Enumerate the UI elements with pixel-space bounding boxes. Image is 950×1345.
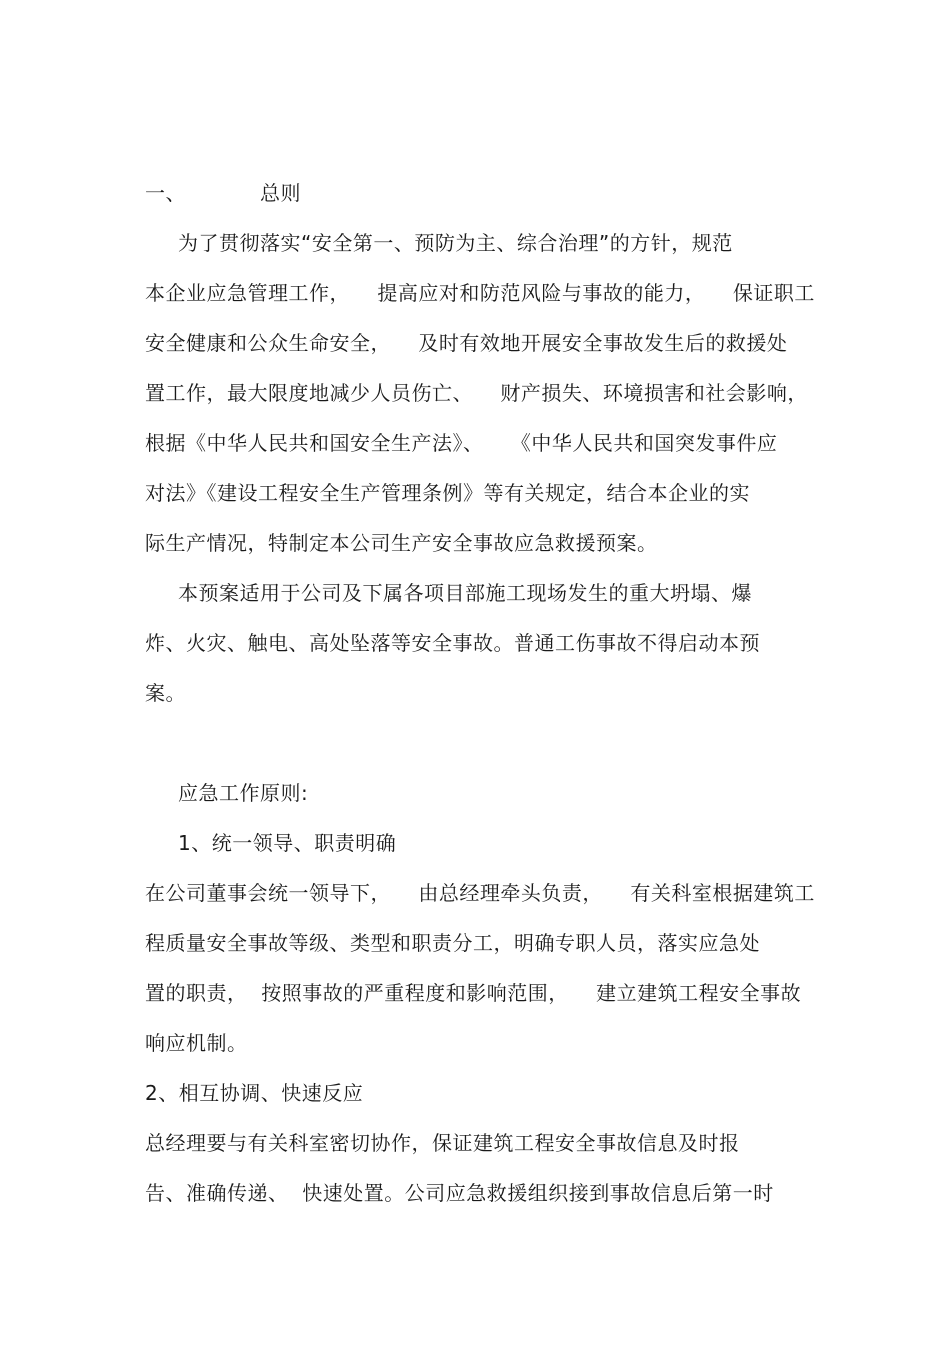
paragraph-line: 置的职责， 按照事故的严重程度和影响范围， 建立建筑工程安全事故 [145,981,802,1005]
paragraph-line: 对法》《建设工程安全生产管理条例》等有关规定，结合本企业的实 [145,481,750,505]
paragraph-line: 在公司董事会统一领导下， 由总经理牵头负责， 有关科室根据建筑工 [145,881,815,905]
section-number: 一、 [145,181,186,205]
paragraph-line: 根据《中华人民共和国安全生产法》、 《中华人民共和国突发事件应 [145,431,778,455]
principle-title: 1、统一领导、职责明确 [178,831,397,855]
paragraph-line: 响应机制。 [145,1031,248,1055]
paragraph-line: 炸、火灾、触电、高处坠落等安全事故。普通工伤事故不得启动本预 [145,631,760,655]
paragraph-line: 际生产情况，特制定本公司生产安全事故应急救援预案。 [145,531,658,555]
paragraph-line: 为了贯彻落实“安全第一、预防为主、综合治理”的方针，规范 [178,231,733,255]
paragraph-line: 置工作，最大限度地减少人员伤亡、 财产损失、环境损害和社会影响， [145,381,808,405]
paragraph-line: 总经理要与有关科室密切协作，保证建筑工程安全事故信息及时报 [145,1131,740,1155]
paragraph-line: 本预案适用于公司及下属各项目部施工现场发生的重大坍塌、爆 [178,581,752,605]
paragraph-line: 安全健康和公众生命安全， 及时有效地开展安全事故发生后的救援处 [145,331,788,355]
paragraph-line: 案。 [145,681,186,705]
paragraph-line: 程质量安全事故等级、类型和职责分工，明确专职人员，落实应急处 [145,931,760,955]
principles-heading: 应急工作原则: [178,781,309,805]
principle-title: 2、相互协调、快速反应 [145,1081,364,1105]
paragraph-line: 告、准确传递、 快速处置。公司应急救援组织接到事故信息后第一时 [145,1181,774,1205]
paragraph-line: 本企业应急管理工作， 提高应对和防范风险与事故的能力， 保证职工 [145,281,815,305]
section-title: 总则 [260,181,301,205]
